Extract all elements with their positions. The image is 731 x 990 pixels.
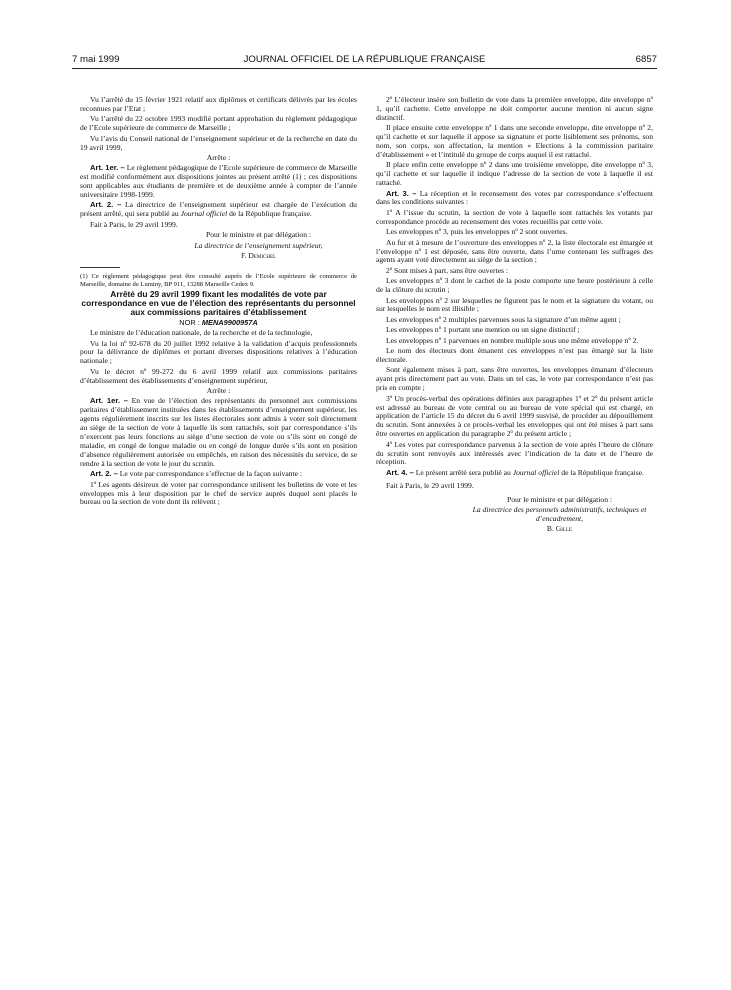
signatory-name-text: B. Gille [546, 524, 573, 534]
article-label: Art. 1er. – [90, 163, 125, 173]
paragraph: 1º Les agents désireux de voter par correspondance utilisent les bulletins de vote et les enveloppes mis à leur disposition par le chef de service auprès duquel sont placés le bureau ou la section de vote dont ils relèvent ; [80, 479, 357, 507]
paragraph: Sont également mises à part, sans être ouvertes, les enveloppes émanant d’électeurs ayant pris directement part au vote. Dans un tel cas, le vote par correspondance n’est pas pris en compte ; [376, 365, 653, 393]
article-2 [80, 201, 357, 219]
running-header [72, 54, 657, 68]
article-1 [80, 397, 357, 468]
article-label: Art. 2. – [90, 469, 118, 479]
paragraph: 4º Les votes par correspondance parvenus à la section de vote après l’heure de clôture du scrutin sont renvoyés aux intéressés avec l’indication de la date et de l’heure de réception. [376, 439, 653, 467]
journal-officiel-ref: Journal officiel [180, 209, 228, 219]
left-column [80, 96, 357, 509]
signatory-title [160, 242, 357, 251]
signatory-title-text: La directrice des personnels administratifs, techniques et d’encadrement, [472, 505, 647, 523]
paragraph: Vu l’avis du Conseil national de l’enseignement supérieur et de la recherche en date du 19 avril 1999, [80, 133, 357, 152]
article-2 [80, 470, 357, 479]
signatory-name [160, 252, 357, 261]
article-text: Le règlement pédagogique de l’Ecole supérieure de commerce de Marseille est modifié conformément aux dispositions jointes au présent arrêté (1) ; ces dispositions sont applicables aux étudiants de première et de deuxième année à compter de l’année universitaire 1998-1999. [80, 163, 357, 200]
article-label: Art. 2. – [90, 200, 122, 210]
paragraph: Les enveloppes nº 2 sur lesquelles ne figurent pas le nom et la signature du votant, ou sur lesquelles le nom est illisible ; [376, 295, 653, 314]
article-text: Le vote par correspondance s’effectue de la façon suivante : [119, 469, 302, 479]
paragraph: 2º Sont mises à part, sans être ouvertes : [386, 265, 508, 275]
decree-title: Arrêté du 29 avril 1999 fixant les modalités de vote par correspondance en vue de l’élection des représentants du personnel aux commissions paritaires d’établissement [81, 288, 356, 317]
signature-line: Pour le ministre et par délégation : [205, 230, 312, 240]
article-label: Art. 4. – [386, 467, 414, 477]
article-label: Art. 1er. – [90, 396, 128, 406]
article-text: de la République française. [229, 209, 312, 219]
nor-label: NOR : [179, 317, 200, 327]
paragraph: Vu la loi nº 92-678 du 20 juillet 1992 relative à la validation d’acquis professionnels pour la délivrance de diplômes et portant diverses dispositions relatives à l’éducation nationale ; [80, 338, 357, 366]
paragraph: Les enveloppes nº 3 dont le cachet de la poste comporte une heure postérieure à celle de la clôture du scrutin ; [376, 276, 653, 295]
footnote: (1) Ce règlement pédagogique peut être consulté auprès de l’Ecole supérieure de commerce de Marseille, domaine de Luminy, BP 911, 13288 Marseille Cedex 9. [80, 272, 357, 288]
article-1 [80, 164, 357, 200]
right-column [376, 96, 653, 536]
nor-code: MENA9900957A [201, 317, 258, 327]
paragraph: Vu l’arrêté du 22 octobre 1993 modifié portant approbation du règlement pédagogique de l’Ecole supérieure de commerce de Marseille ; [80, 114, 357, 133]
header-page-number: 6857 [635, 54, 657, 65]
article-text: La réception et le recensement des votes par correspondance s’effectuent dans les conditions suivantes : [376, 188, 653, 207]
arrete-heading: Arrête : [206, 386, 231, 396]
paragraph: Vu le décret nº 99-272 du 6 avril 1999 relatif aux commissions paritaires d’établissement des établissements d’enseignement supérieur, [80, 366, 357, 385]
fait-a-paris: Fait à Paris, le 29 avril 1999. [386, 481, 474, 491]
article-4 [376, 469, 653, 478]
arrete-heading: Arrête : [206, 152, 231, 162]
paragraph: Les enveloppes nº 1 parvenues en nombre multiple sous une même enveloppe nº 2. [386, 335, 639, 345]
article-3 [376, 190, 653, 208]
fait-a-paris: Fait à Paris, le 29 avril 1999. [90, 219, 178, 229]
paragraph: Le nom des électeurs dont émanent ces enveloppes n’est pas émargé sur la liste électorale. [376, 346, 653, 364]
paragraph: 1º A l’issue du scrutin, la section de vote à laquelle sont rattachés les votants par correspondance procède au recensement des votes recueillis par cette voie. [376, 207, 653, 226]
article-text: Le présent arrêté sera publié au [415, 467, 511, 477]
article-text: de la République française. [561, 467, 644, 477]
paragraph: Les enveloppes nº 3, puis les enveloppes nº 2 sont ouvertes. [386, 227, 568, 237]
signatory-title [466, 506, 653, 524]
paragraph: Au fur et à mesure de l’ouverture des enveloppes nº 2, la liste électorale est émargée et l’enveloppe nº 1 est déposée, sans être ouverte, dans l’urne contenant les suffrages des agents ayant voté directement au siège de la section ; [376, 237, 653, 265]
paragraph: Les enveloppes nº 2 multiples parvenues sous la signature d’un même agent ; [386, 314, 621, 324]
paragraph: 2º L’électeur insère son bulletin de vote dans la première enveloppe, dite enveloppe nº 1, qu’il cachette. Cette enveloppe ne doit comporter aucune mention ni aucun signe distinctif. [376, 95, 653, 122]
signature-line: Pour le ministre et par délégation : [506, 494, 613, 504]
footnote-rule [80, 267, 120, 268]
paragraph: Les enveloppes nº 1 portant une mention ou un signe distinctif ; [386, 325, 580, 335]
nor-reference [80, 319, 357, 328]
article-text: La directrice de l’enseignement supérieur est chargée de l’exécution du présent arrêté, qui sera publié au [80, 200, 357, 219]
paragraph: Il place enfin cette enveloppe nº 2 dans une troisième enveloppe, dite enveloppe nº 3, qu’il cachette et sur laquelle il indique l’adresse de la section de vote à laquelle il est rattaché. [376, 160, 653, 188]
article-text: En vue de l’élection des représentants du personnel aux commissions paritaires d’établissement instituées dans les établissements d’enseignement supérieur, les agents régulièrement inscrits sur les listes électorales sont admis à voter soit directement au siège de la section de vote à laquelle ils sont rattachés, soit par correspondance s’ils n’exercent pas leurs fonctions au siège d’une section de vote ou s’ils sont en congé de maladie, en congé de longue maladie ou en congé de longue durée s’ils sont en position d’absence régulièrement autorisée ou empêchés, en raison des nécessités du service, de se rendre à la section de vote le jour du scrutin. [80, 396, 357, 468]
signatory-name [466, 525, 653, 534]
article-label: Art. 3. – [386, 188, 417, 198]
journal-officiel-ref: Journal officiel [512, 467, 560, 477]
paragraph: 3º Un procès-verbal des opérations définies aux paragraphes 1º et 2º du présent article est adressé au bureau de vote central ou au bureau de vote spécial qui est chargé, en application de l’article 15 du décret du 6 avril 1999 susvisé, de procéder au dépouillement du scrutin. Sont annexées à ce procès-verbal les enveloppes qui ont été mises à part sans être ouvertes en application du paragraphe 2º du présent article ; [376, 393, 653, 439]
header-rule [72, 68, 657, 69]
header-journal-title: JOURNAL OFFICIEL DE LA RÉPUBLIQUE FRANÇAISE [243, 54, 486, 65]
header-date: 7 mai 1999 [72, 54, 120, 65]
paragraph: Le ministre de l’éducation nationale, de la recherche et de la technologie, [90, 328, 313, 338]
signatory-name-text: F. Demichel [240, 251, 277, 260]
paragraph: Il place ensuite cette enveloppe nº 1 dans une seconde enveloppe, dite enveloppe nº 2, qu’il cachette et sur laquelle il appose sa signature et porte lisiblement ses prénoms, son nom, son corps, son affectation, la mention « Elections à la commission paritaire d’établissement » et l’intitulé du groupe de corps auquel il est rattaché. [376, 123, 653, 159]
signatory-title-text: La directrice de l’enseignement supérieur, [194, 240, 323, 250]
paragraph: Vu l’arrêté du 15 février 1921 relatif aux diplômes et certificats délivrés par les écoles reconnues par l’Etat ; [80, 95, 357, 113]
